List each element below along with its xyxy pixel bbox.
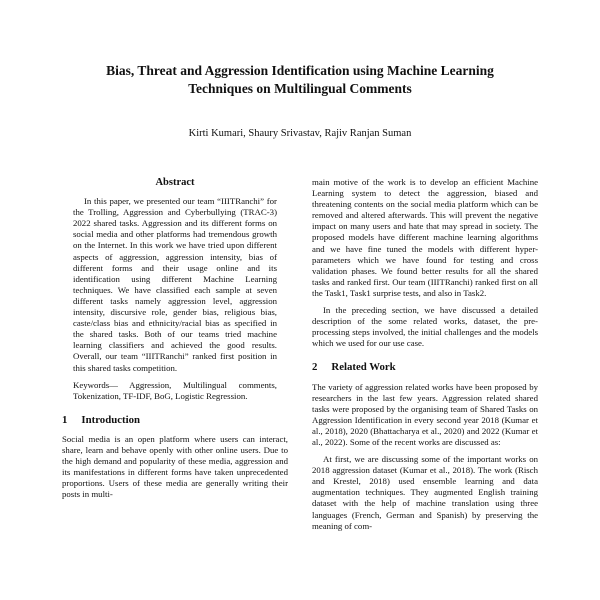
section-heading-related-work (312, 362, 538, 373)
section-heading-introduction (62, 415, 288, 426)
paper-authors: Kirti Kumari, Shaury Srivastav, Rajiv Ranjan Suman (188, 128, 412, 139)
section-number: 1 (62, 413, 68, 426)
related-work-paragraph-1: The variety of aggression related works have been proposed by researchers in the last few years. Aggression related shared tasks were proposed by the organising team of Shared Tasks on Aggression Identification in every second year 2018 (Kumar et al., 2018), 2020 (Bhattacharya et al., 2020) and 2022 (Kumar et al., 2022). Some of the recent works are discussed as: (312, 381, 538, 447)
introduction-paragraph: Social media is an open platform where users can interact, share, learn and behave openly with other online users. Due to the high demand and popularity of these media, aggression and its manifestations in different forms have taken unprecedented proportions. Users of these media are generally writing their posts in multi- (62, 433, 288, 500)
abstract-block (62, 196, 288, 402)
two-column-body (0, 177, 600, 538)
left-column (62, 177, 288, 538)
section-title: Related Work (331, 361, 396, 374)
abstract-heading: Abstract (155, 177, 195, 188)
right-column (312, 177, 538, 538)
section-title: Introduction (81, 413, 141, 426)
paper-title: Bias, Threat and Aggression Identification using Machine Learning Techniques on Multilingual Comments (106, 63, 494, 96)
abstract-text: In this paper, we presented our team “IIITRanchi” for the Trolling, Aggression and Cyberbullying (TRAC-3) 2022 shared tasks. Aggression and its different forms on social media and other platforms had tremendous growth on the Internet. In this work we have tried upon different aspects of aggression, aggression intensity, bias of different forms and their usage online and its identification using different Machine Learning techniques. We have classified each sample at seven different tasks namely aggression level, aggression intensity, discursive role, gender bias, religious bias, caste/class bias and ethnicity/racial bias as specified in the shared tasks. Both of our teams tried machine learning classifiers and achieved the good results. Overall, our team “IIITRanchi” ranked first position in this shared tasks competition. (73, 196, 277, 373)
section-number: 2 (312, 361, 318, 374)
keywords-line: Keywords— Aggression, Multilingual comments, Tokenization, TF-IDF, BoG, Logistic Regression. (73, 379, 277, 401)
related-work-paragraph-2: At first, we are discussing some of the important works on 2018 aggression dataset (Kumar et al., 2018). The work (Risch and Krestel, 2018) used ensemble learning and data augmentation techniques. They augmented English training dataset with the help of machine translation using three languages (French, German and Spanish) by preserving the meaning of com- (312, 454, 538, 531)
right-paragraph-1: main motive of the work is to develop an efficient Machine Learning system to detect the aggression, biased and threatening contents on the social media platform which can be removed and altered afterwards. This will prevent the negative impact on many users and hate that may spread in society. The proposed models have different machine learning algorithms and we have fine tuned the models with different hyper-parameters which we have found for testing and cross validation phases. We found better results for all the shared tasks and ranked first. Our team (IIITRanchi) ranked first on all the Task1, Task1 surprise tests, and also in Task2. (312, 177, 538, 298)
right-paragraph-2: In the preceding section, we have discussed a detailed description of the some related works, dataset, the pre-processing steps involved, the initial challenges and the models which we used for our use case. (312, 305, 538, 349)
